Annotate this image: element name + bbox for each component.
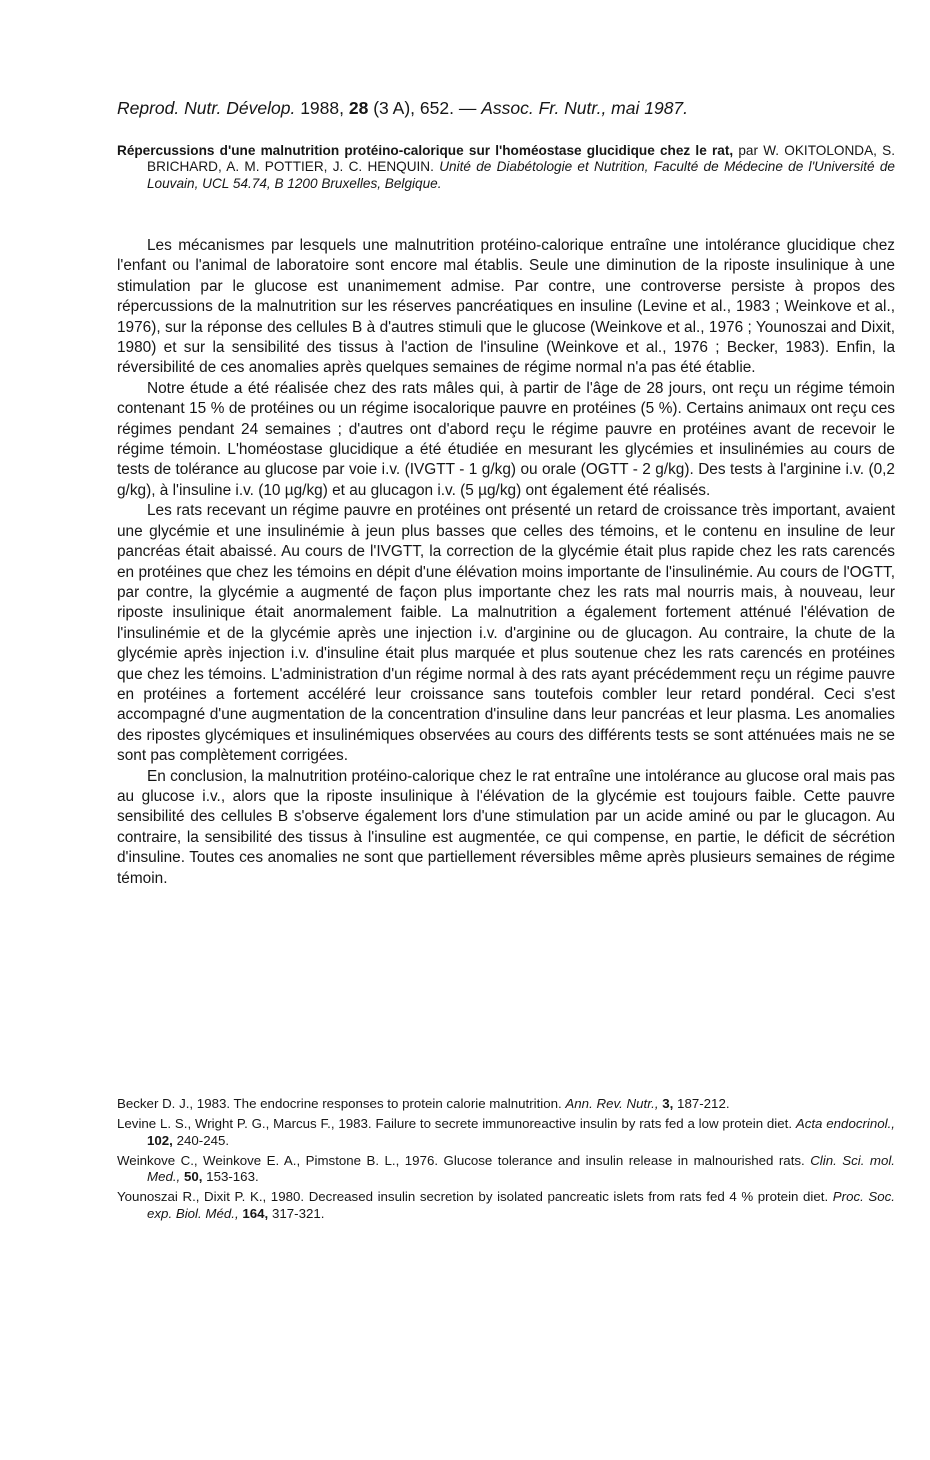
reference-volume: 102, [147, 1132, 173, 1148]
reference-item [117, 1153, 895, 1186]
article-affiliation: Unité de Diabétologie et Nutrition, Faculté de Médecine de l'Université de Louvain, UCL 54.74, B 1200 Bruxelles, Belgique. [147, 159, 895, 191]
reference-title: Failure to secrete immunoreactive insulin by rats fed a low protein diet. [375, 1116, 793, 1132]
article-title-block [117, 143, 895, 192]
reference-item [117, 1116, 895, 1149]
reference-volume: 3, [662, 1096, 674, 1111]
reference-authors: Younoszai R., Dixit P. K., 1980. [117, 1189, 305, 1205]
paragraph-results: Les rats recevant un régime pauvre en protéines ont présenté un retard de croissance très important, avaient une glycémie et une insulinémie à jeun plus basses que celles des témoins, et le contenu en insuline de leur pancréas était abaissé. Au cours de l'IVGTT, la correction de la glycémie était plus rapide chez les rats carencés en protéines que chez les témoins en dépit d'une élévation moins importante de l'insulinémie. Au cours de l'OGTT, par contre, la glycémie a augmenté de façon plus importante chez les rats mal nourris mais, à nouveau, leur riposte insulinique était anormalement faible. La malnutrition a également fortement atténué l'élévation de l'insulinémie et de la glycémie après une injection i.v. d'arginine ou de glucagon. Au contraire, la chute de la glycémie après injection i.v. d'insuline était plus marquée et plus soutenue chez les rats carencés en protéines que chez les témoins. L'administration d'un régime normal à des rats ayant précédemment reçu un régime pauvre en protéines a fortement accéléré leur croissance sans toutefois combler leur retard pondéral. Ceci s'est accompagné d'une augmentation de la concentration d'insuline dans leur pancréas et leur plasma. Les anomalies des ripostes glycémiques et insulinémiques observées au cours des différents tests se sont atténuées mais ne se sont pas complètement corrigées. [117, 502, 895, 765]
reference-pages: 187-212. [677, 1096, 730, 1111]
reference-pages: 240-245. [176, 1132, 230, 1148]
reference-pages: 317-321. [271, 1205, 325, 1221]
society-meeting: Assoc. Fr. Nutr., mai 1987. [481, 98, 689, 118]
article-citation-line [117, 143, 895, 192]
paragraph-conclusion: En conclusion, la malnutrition protéino-calorique chez le rat entraîne une intolérance au glucose oral mais pas au glucose i.v., alors que la riposte insulinique à l'élévation de la glycémie est toujours faible. Cette pauvre sensibilité des cellules B s'observe également lors d'une stimulation par un acide aminé ou par le glucagon. Au contraire, la sensibilité des tissus à l'insuline est augmentée, ce qui compense, en partie, le déficit de sécrétion d'insuline. Toutes ces anomalies ne sont que partiellement réversibles même après plusieurs semaines de régime témoin. [117, 767, 895, 887]
paragraph-methods: Notre étude a été réalisée chez des rats mâles qui, à partir de l'âge de 28 jours, ont reçu un régime témoin contenant 15 % de protéines ou un régime isocalorique pauvre en protéines (5 %). Certains animaux ont reçu ces régimes pendant 24 semaines ; d'autres ont d'abord reçu le régime pauvre en protéines avant de recevoir le régime témoin. L'homéostase glucidique a été étudiée en mesurant les glycémies et insulinémies au cours de tests de tolérance au glucose par voie i.v. (IVGTT - 1 g/kg) ou orale (OGTT - 2 g/kg). Des tests à l'arginine i.v. (0,2 g/kg), à l'insuline i.v. (10 µg/kg) et au glucagon i.v. (5 µg/kg) ont également été réalisés. [117, 379, 895, 499]
reference-journal: Proc. Soc. exp. Biol. Méd., [147, 1189, 896, 1221]
journal-year: 1988, [300, 98, 344, 118]
reference-title: The endocrine responses to protein calorie malnutrition. [233, 1096, 562, 1111]
reference-pages: 153-163. [206, 1169, 259, 1185]
journal-name: Reprod. Nutr. Dévelop. [117, 98, 296, 118]
reference-authors: Becker D. J., 1983. [117, 1096, 231, 1111]
reference-volume: 50, [183, 1169, 203, 1185]
reference-list [117, 1096, 895, 1226]
article-title: Répercussions d'une malnutrition protéino-calorique sur l'homéostase glucidique chez le rat, [117, 143, 734, 158]
reference-journal: Clin. Sci. mol. Med., [147, 1152, 896, 1185]
reference-journal: Acta endocrinol., [795, 1116, 895, 1132]
reference-authors: Levine L. S., Wright P. G., Marcus F., 1983. [117, 1116, 372, 1132]
paragraph-introduction: Les mécanismes par lesquels une malnutrition protéino-calorique entraîne une intolérance glucidique chez l'enfant ou l'animal de laboratoire sont encore mal établis. Seule une diminution de la riposte insulinique à une stimulation par le glucose est unanimement admise. Par contre, une controverse persiste à propos des répercussions de la malnutrition sur les réserves pancréatiques en insuline (Levine et al., 1983 ; Weinkove et al., 1976), sur la réponse des cellules B à d'autres stimuli que le glucose (Weinkove et al., 1976 ; Younoszai and Dixit, 1980) et sur la sensibilité des tissus à l'action de l'insuline (Weinkove et al., 1976 ; Becker, 1983). Enfin, la réversibilité de ces anomalies après quelques semaines de régime normal n'a pas été établie. [117, 237, 895, 377]
article-authors: par W. OKITOLONDA, S. BRICHARD, A. M. POTTIER, J. C. HENQUIN. [147, 143, 895, 175]
reference-volume: 164, [242, 1205, 269, 1221]
reference-title: Decreased insulin secretion by isolated pancreatic islets from rats fed 4 % protein diet. [308, 1189, 829, 1205]
reference-authors: Weinkove C., Weinkove E. A., Pimstone B. L., 1976. [117, 1152, 439, 1168]
article-body [117, 236, 895, 889]
journal-header [117, 97, 897, 119]
reference-item [117, 1189, 895, 1222]
journal-volume: 28 [348, 98, 369, 118]
journal-issue-page: (3 A), 652. — [373, 98, 477, 118]
reference-title: Glucose tolerance and insulin release in malnourished rats. [443, 1152, 805, 1168]
reference-item [117, 1096, 895, 1112]
reference-journal: Ann. Rev. Nutr., [565, 1096, 659, 1111]
